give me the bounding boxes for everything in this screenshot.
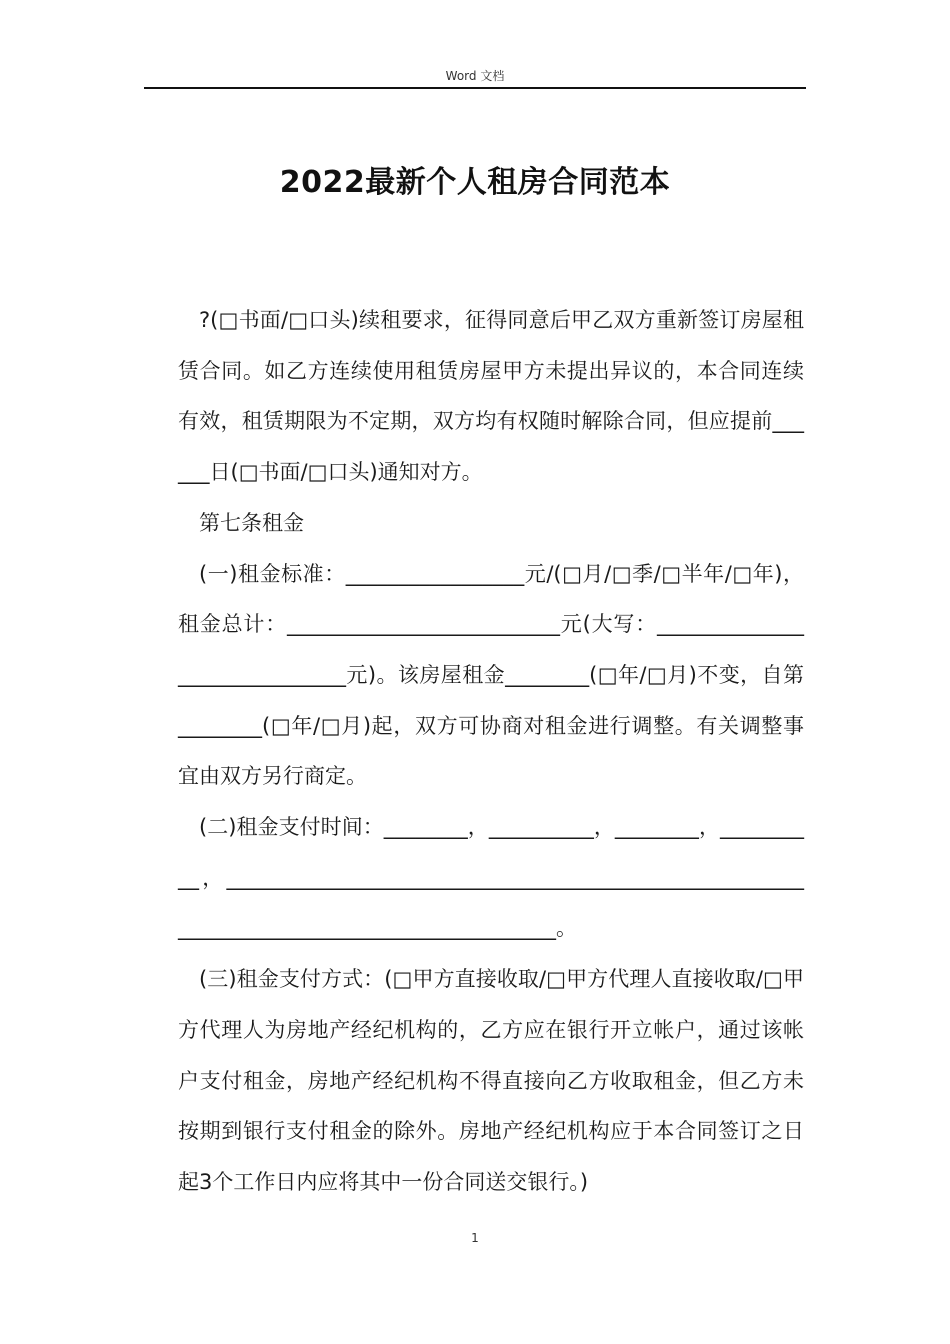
- page-header-label: Word 文档: [445, 69, 505, 83]
- paragraph-rent-standard: (一)租金标准：_________________元/(□月/□季/□半年/□年)，租金总计：__________________________元(大写：______________________________元)。该房屋租金________(□年/□月)不变，自第________(□年/□月)起，双方可协商对租金进行调整。有关调整事宜由双方另行商定。: [178, 561, 804, 789]
- paragraph-rent-payment-time: (二)租金支付时间：________，__________，________，__________，___________________________________________________________________________________________。: [178, 815, 804, 941]
- paragraph-article-7-heading: 第七条租金: [199, 510, 304, 535]
- document-title: 2022最新个人租房合同范本: [279, 165, 671, 200]
- paragraph-rent-payment-method: (三)租金支付方式：(□甲方直接收取/□甲方代理人直接收取/□甲方代理人为房地产经纪机构的，乙方应在银行开立帐户，通过该帐户支付租金，房地产经纪机构不得直接向乙方收取租金，但乙方未按期到银行支付租金的除外。房地产经纪机构应于本合同签订之日起3个工作日内应将其中一份合同送交银行。): [178, 967, 804, 1194]
- document-body: [178, 295, 804, 1208]
- page-number: 1: [471, 1231, 479, 1245]
- paragraph-renewal: ?(□书面/□口头)续租要求，征得同意后甲乙双方重新签订房屋租赁合同。如乙方连续使用租赁房屋甲方未提出异议的，本合同连续有效，租赁期限为不定期，双方均有权随时解除合同，但应提前______日(□书面/□口头)通知对方。: [178, 308, 804, 485]
- header-divider: [144, 87, 806, 89]
